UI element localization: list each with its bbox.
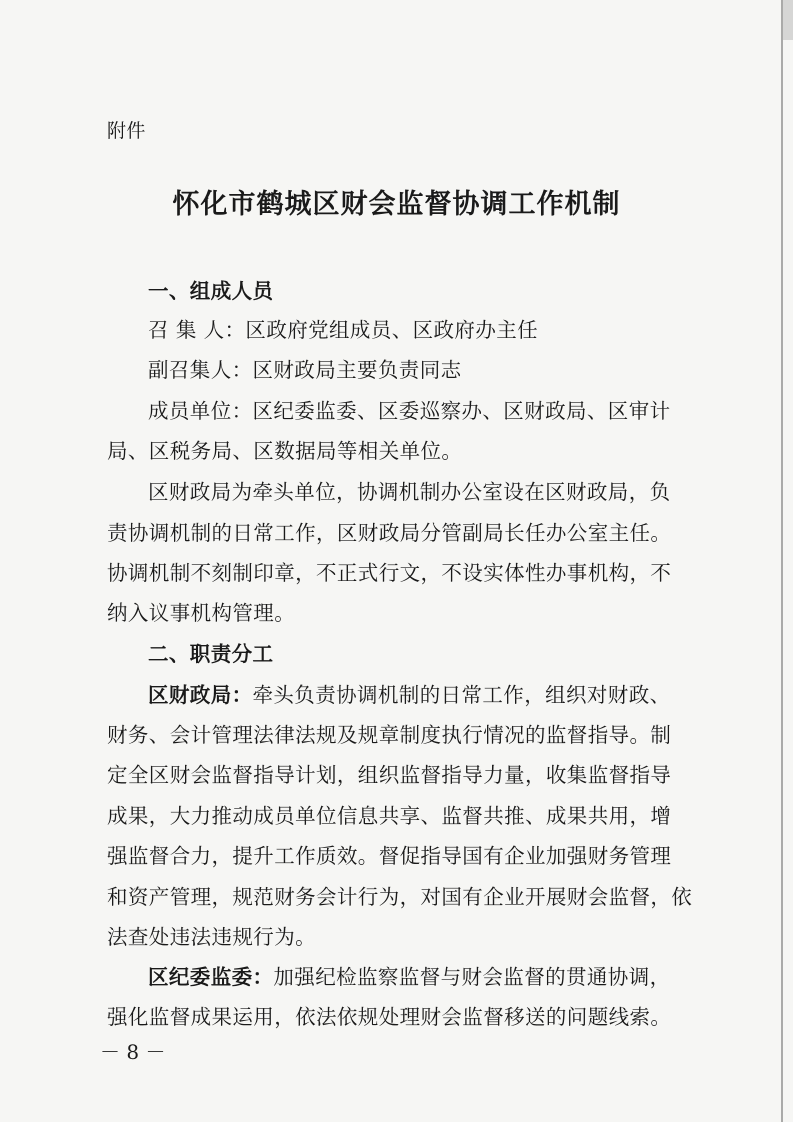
discipline-line-1 bbox=[148, 962, 671, 992]
scan-corner-mark bbox=[783, 0, 793, 40]
finance-line-1 bbox=[148, 680, 671, 710]
finance-line-5: 强监督合力，提升工作质效。督促指导国有企业加强财务管理 bbox=[107, 844, 672, 868]
finance-line-7: 法查处违法违规行为。 bbox=[107, 925, 316, 949]
section2-heading: 二、职责分工 bbox=[148, 642, 274, 666]
discipline-line-1-text: 加强纪检监察监督与财会监督的贯通协调， bbox=[273, 965, 671, 989]
discipline-line-2: 强化监督成果运用，依法依规处理财会监督移送的问题线索。 bbox=[107, 1005, 672, 1029]
finance-line-2: 财务、会计管理法律法规及规章制度执行情况的监督指导。制 bbox=[107, 723, 672, 747]
finance-line-4: 成果，大力推动成员单位信息共享、监督共推、成果共用，增 bbox=[107, 804, 672, 828]
scan-edge-line bbox=[781, 0, 783, 1122]
members-line-1: 成员单位：区纪委监委、区委巡察办、区财政局、区审计 bbox=[148, 399, 671, 423]
lead-unit-line-1: 区财政局为牵头单位，协调机制办公室设在区财政局，负 bbox=[148, 480, 671, 504]
finance-line-6: 和资产管理，规范财务会计行为，对国有企业开展财会监督，依 bbox=[107, 885, 693, 909]
deputy-convener-line: 副召集人：区财政局主要负责同志 bbox=[148, 358, 462, 382]
members-line-2: 局、区税务局、区数据局等相关单位。 bbox=[107, 439, 463, 463]
lead-unit-line-3: 协调机制不刻制印章，不正式行文，不设实体性办事机构，不 bbox=[107, 561, 672, 585]
page-number: － 8 － bbox=[100, 1040, 166, 1064]
section1-heading: 一、组成人员 bbox=[148, 279, 274, 303]
finance-line-3: 定全区财会监督指导计划，组织监督指导力量，收集监督指导 bbox=[107, 763, 672, 787]
finance-line-1-text: 牵头负责协调机制的日常工作，组织对财政、 bbox=[252, 683, 671, 707]
convener-line: 召 集 人：区政府党组成员、区政府办主任 bbox=[148, 318, 539, 342]
finance-bureau-label: 区财政局： bbox=[148, 683, 253, 707]
attachment-label: 附件 bbox=[107, 120, 146, 142]
document-title: 怀化市鹤城区财会监督协调工作机制 bbox=[172, 189, 621, 220]
lead-unit-line-4: 纳入议事机构管理。 bbox=[107, 601, 296, 625]
discipline-commission-label: 区纪委监委： bbox=[148, 965, 274, 989]
lead-unit-line-2: 责协调机制的日常工作，区财政局分管副局长任办公室主任。 bbox=[107, 521, 672, 545]
